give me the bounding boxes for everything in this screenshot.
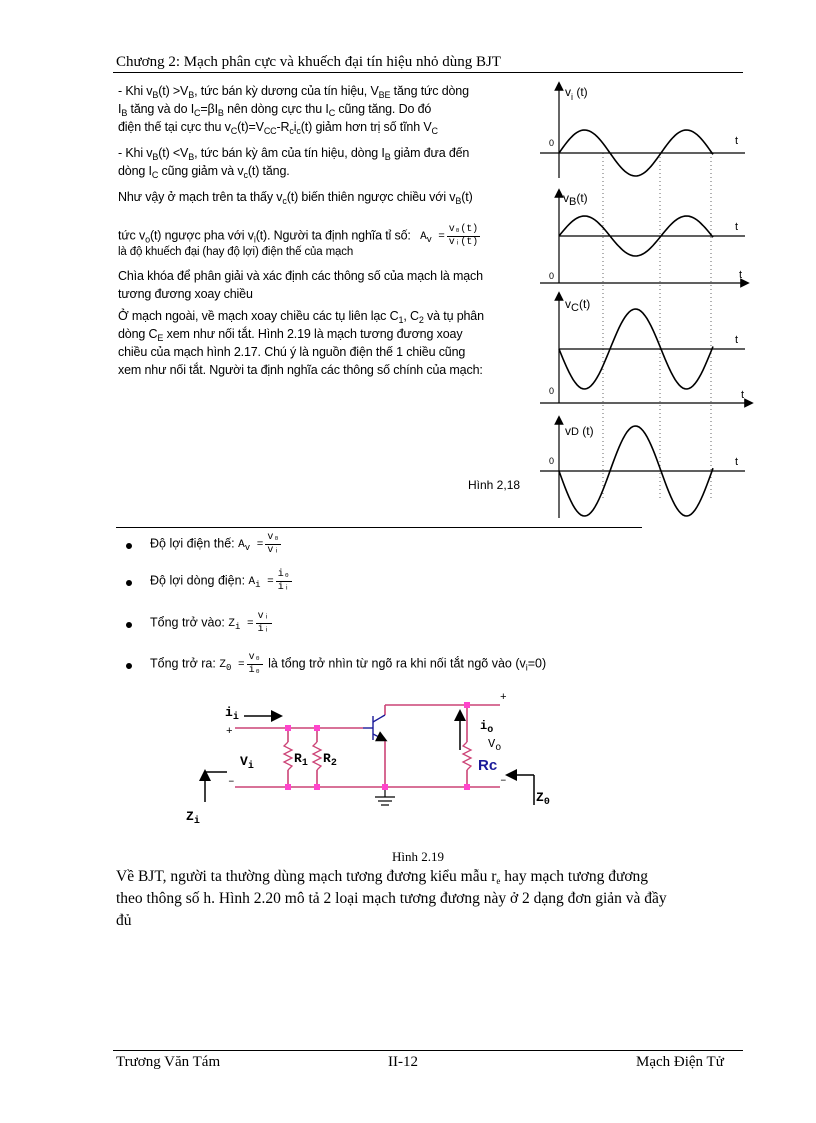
- para-2-line-2: dòng $I_C$ cũng giảm và $v_c(t)$ tăng.: [118, 164, 290, 180]
- para-1-line-3: điện thế tại cực thu $v_C(t)=V_{CC}-R_ci_c(t)$ giảm hơn trị số tĩnh $V_C$: [118, 120, 438, 136]
- svg-text:Zi: $Z_i$: [186, 809, 200, 827]
- para-5-line-1: Ở mạch ngoài, về mạch xoay chiều các tụ liên lạc $C_1$, $C_2$ và tụ phân: [118, 309, 484, 325]
- bullet-voltage-gain: Độ lợi điện thế: $A_v$ = $\frac{\text{v₀}}{\text{vᵢ}}$: [150, 532, 280, 556]
- body-paragraph: [116, 866, 736, 932]
- footer-page-number: II-12: [388, 1054, 418, 1070]
- footer-author: Trương Văn Tám: [116, 1054, 221, 1070]
- vi-waveform: [540, 85, 745, 178]
- figure-2-18-caption: Hình 2,18: [468, 478, 521, 492]
- para-3-line-2: tức $v_o(t)$ ngược pha với $v_i(t)$. Người ta định nghĩa tỉ số: $A_v$ = $\frac{\text{v₀(t)}}{\text{vᵢ(t)}}$: [118, 224, 538, 249]
- svg-text:t: t: [735, 334, 739, 346]
- svg-text:Z0: $Z_0$: [536, 790, 550, 808]
- section-rule: [116, 527, 642, 528]
- bullet-dot: [126, 580, 132, 586]
- para-5-line-3: chiều của mạch hình 2.17. Chú ý là nguồn điện thế 1 chiều cũng: [118, 345, 466, 359]
- header-rule: [113, 72, 743, 73]
- svg-text:Rc: Rc: [478, 757, 498, 774]
- footer-book-title: Mạch Điện Tử: [636, 1054, 724, 1070]
- svg-text:+: +: [226, 726, 233, 738]
- waveform-figure: [535, 78, 755, 523]
- svg-text:–: –: [228, 776, 235, 788]
- body-line-1: Về BJT, người ta thường dùng mạch tương đương kiểu mẫu $r_e$ hay mạch tương đương: [116, 868, 649, 886]
- svg-text:t: t: [735, 221, 739, 233]
- footer-rule: [113, 1050, 743, 1051]
- para-1-line-2: $I_B$ tăng và do $I_C=\beta I_B$ nên dòng cực thu $I_C$ cũng tăng. Do đó: [118, 102, 432, 118]
- svg-text:0: 0: [549, 138, 555, 148]
- svg-text:vi (t): $v_i$ (t): [565, 85, 588, 102]
- para-4-line-1: Chìa khóa để phân giải và xác định các thông số của mạch là mạch: [118, 269, 483, 283]
- vb-waveform: [540, 191, 745, 283]
- bullet-output-impedance: Tổng trở ra: $Z_0$ = $\frac{\text{v₀}}{\text{i₀}}$ là tổng trở nhìn từ ngõ ra khi nối tắt ngõ vào $(v_i=0)$: [150, 652, 547, 676]
- bjt-transistor-icon: [363, 715, 385, 740]
- para-1-line-1: - Khi $v_B(t) >V_B$, tức bán kỳ dương của tín hiệu, $V_{BE}$ tăng tức dòng: [118, 84, 469, 100]
- page-header-title: Chương 2: Mạch phân cực và khuếch đại tín hiệu nhỏ dùng BJT: [116, 54, 501, 70]
- svg-text:0: 0: [549, 386, 555, 396]
- svg-text:t: t: [735, 135, 739, 147]
- para-5-line-2: dòng $C_E$ xem như nối tắt. Hình 2.19 là mạch tương đương xoay: [118, 327, 463, 343]
- vd-waveform: [540, 420, 745, 518]
- svg-text:t: t: [735, 456, 739, 468]
- svg-text:vD (t): vD (t): [565, 424, 594, 438]
- svg-text:Vo: $V_o$: [488, 737, 502, 754]
- svg-text:vB(t): vB(t): [563, 191, 588, 208]
- bullet-dot: [126, 543, 132, 549]
- svg-text:R1: $R_1$: [294, 751, 308, 769]
- para-3-line-3: là độ khuếch đại (hay độ lợi) điện thế của mạch: [118, 246, 354, 258]
- svg-text:0: 0: [549, 271, 555, 281]
- body-line-2: theo thông số h. Hình 2.20 mô tả 2 loại mạch tương đương này ở 2 dạng đơn giản và đầy: [116, 890, 667, 907]
- circuit-labels: [186, 692, 550, 827]
- para-3-line-1: Như vậy ở mạch trên ta thấy $v_c(t)$ biến thiên ngược chiều với $v_B(t)$: [118, 190, 473, 206]
- svg-text:t: t: [741, 389, 745, 401]
- svg-text:Vi: $V_i$: [240, 754, 254, 772]
- svg-text:io: $i_o$: [480, 719, 494, 736]
- body-line-3: đủ: [116, 912, 132, 929]
- vc-waveform: [540, 296, 749, 403]
- svg-text:+: +: [500, 692, 507, 704]
- svg-text:–: –: [500, 775, 507, 787]
- circuit-diagram: [180, 690, 560, 830]
- para-4-line-2: tương đương xoay chiều: [118, 287, 253, 301]
- svg-text:0: 0: [549, 456, 555, 466]
- para-2-line-1: - Khi $v_B(t) <V_B$, tức bán kỳ âm của tín hiệu, dòng $I_B$ giảm đưa đến: [118, 146, 470, 162]
- svg-text:R2: $R_2$: [323, 751, 337, 769]
- figure-2-19-caption: Hình 2.19: [392, 849, 444, 864]
- av-formula: $A_v$ = $\frac{\text{v₀(t)}}{\text{vᵢ(t)}}$: [420, 224, 478, 248]
- svg-text:vC(t): vC(t): [565, 297, 591, 314]
- bullet-current-gain: Độ lợi dòng điện: $A_i$ = $\frac{\text{i₀}}{\text{iᵢ}}$: [150, 569, 290, 593]
- text-column: [118, 82, 538, 379]
- bullet-dot: [126, 622, 132, 628]
- bullet-dot: [126, 663, 132, 669]
- svg-text:ii: $i_i$: [225, 705, 239, 723]
- bullet-input-impedance: Tổng trở vào: $Z_i$ = $\frac{\text{vᵢ}}{\text{iᵢ}}$: [150, 611, 270, 635]
- para-5-line-4: xem như nối tắt. Người ta định nghĩa các thông số chính của mạch:: [118, 363, 483, 377]
- svg-text:t: t: [739, 269, 743, 281]
